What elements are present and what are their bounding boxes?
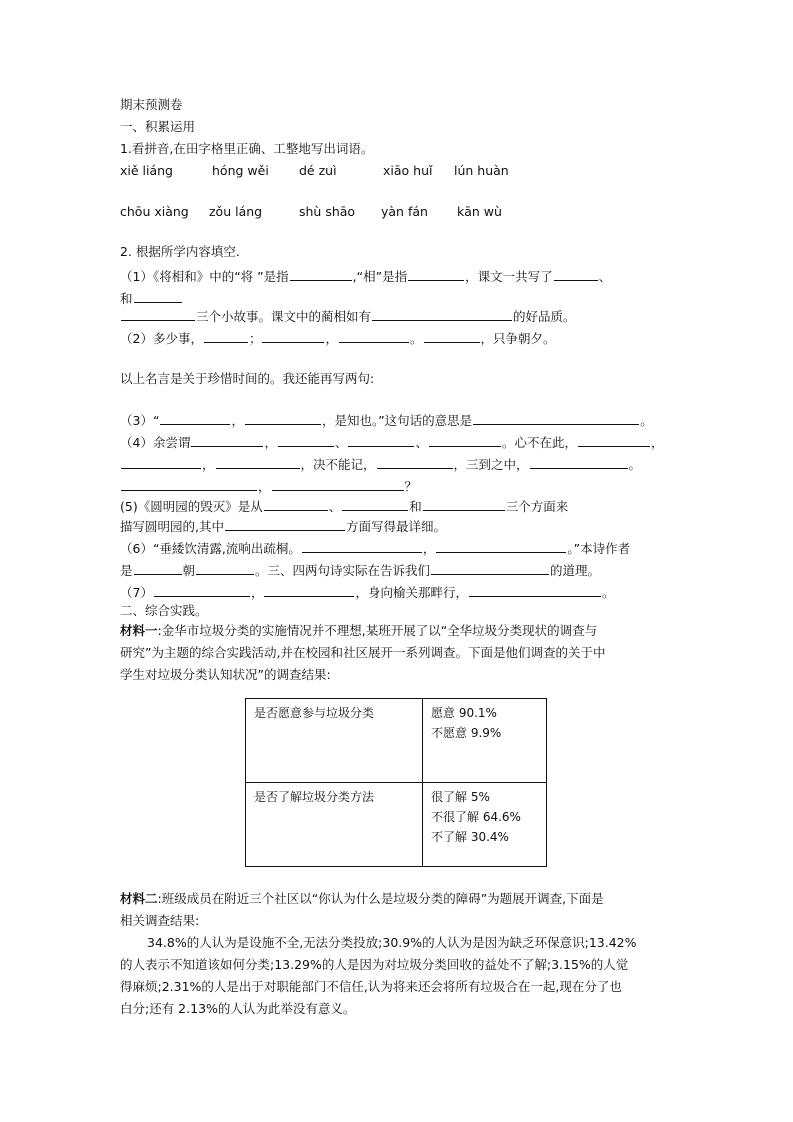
answer-blank[interactable] — [429, 432, 501, 447]
answer-blank[interactable] — [134, 560, 182, 575]
answer-blank[interactable] — [262, 328, 324, 343]
pinyin-item: chōu xiàng — [120, 204, 189, 219]
answer-blank[interactable] — [264, 582, 354, 597]
pinyin-item: zǒu láng — [209, 204, 263, 219]
question-2-5: (5)《圆明园的毁灭》是从 、 和 三个方面来 — [120, 496, 568, 516]
material-1: 材料一:金华市垃圾分类的实施情况并不理想,某班开展了以“全华垃圾分类现状的调查与 研究”为主题的综合实践活动,并在校园和社区展开一系列调查。下面是他们调查的关于中 学生对垃圾分类认知状况”的调查结果: — [120, 623, 606, 682]
question-2-5-cont: 描写圆明园的,其中 方面写得最详细。 — [120, 516, 446, 536]
question-1: 1.看拼音,在田字格里正确、工整地写出词语。 — [120, 141, 374, 156]
pinyin-item: xiāo huǐ — [383, 163, 433, 178]
answer-blank[interactable] — [160, 410, 230, 425]
page-title: 期末预测卷 — [120, 97, 183, 112]
question-2-4-cont: ， ，决不能记， ，三到之中， 。 — [120, 454, 641, 474]
table-cell-question: 是否愿意参与垃圾分类 — [246, 699, 423, 783]
answer-blank[interactable] — [473, 410, 639, 425]
answer-blank[interactable] — [272, 476, 404, 491]
answer-blank[interactable] — [424, 328, 480, 343]
answer-blank[interactable] — [530, 454, 628, 469]
answer-blank[interactable] — [196, 560, 254, 575]
pinyin-item: kān wù — [457, 204, 502, 219]
question-2-1-cont: 和 — [120, 288, 183, 308]
answer-blank[interactable] — [302, 538, 422, 553]
answer-blank[interactable] — [408, 266, 464, 281]
answer-blank[interactable] — [134, 288, 182, 303]
answer-blank[interactable] — [121, 454, 201, 469]
answer-blank[interactable] — [204, 328, 248, 343]
section-2-heading: 二、综合实践。 — [120, 603, 208, 618]
answer-blank[interactable] — [154, 582, 250, 597]
answer-blank[interactable] — [578, 432, 650, 447]
question-2-6: （6）“垂緌饮清露,流响出疏桐。 ， 。”本诗作者 — [120, 538, 630, 558]
table-cell-question: 是否了解垃圾分类方法 — [246, 783, 423, 867]
answer-blank[interactable] — [431, 560, 549, 575]
answer-blank[interactable] — [290, 266, 352, 281]
question-2: 2. 根据所学内容填空. — [120, 244, 240, 259]
material-2: 材料二:班级成员在附近三个社区以“你认为什么是垃圾分类的障碍”为题展开调查,下面是 相关调查结果: 34.8%的人认为是设施不全,无法分类投放;30.9%的人认为是因为缺乏环保意识;13.42% 的人表示不知道该如何分类;13.29%的人是因为对垃圾分类回收的益处不了解;3.15%的人觉 得麻烦;2.31%的人是出于对职能部门不信任,认为将来还会将所有垃圾合在一起,现在分了也 白分;还有 2.13%的人认为此举没有意义。 — [120, 891, 637, 1016]
question-2-4-cont2: ， ？ — [120, 476, 417, 496]
material-2-label: 材料二 — [120, 891, 158, 906]
answer-blank[interactable] — [121, 306, 195, 321]
answer-blank[interactable] — [278, 432, 334, 447]
table-row — [246, 699, 547, 783]
material-1-label: 材料一 — [120, 623, 158, 638]
answer-blank[interactable] — [348, 432, 414, 447]
question-2-3: （3）“ ， ，是知也。”这句话的意思是 。 — [120, 410, 653, 430]
table-row — [246, 783, 547, 867]
answer-blank[interactable] — [372, 306, 512, 321]
question-2-2: （2）多少事， ； ， 。 ，只争朝夕。 — [120, 328, 556, 348]
question-2-6-cont: 是 朝 。三、四两句诗实际在告诉我们 的道理。 — [120, 560, 600, 580]
section-1-heading: 一、积累运用 — [120, 119, 196, 134]
answer-blank[interactable] — [469, 582, 601, 597]
question-2-1-cont2: 三个小故事。课文中的蔺相如有 的好品质。 — [120, 306, 576, 326]
answer-blank[interactable] — [264, 496, 328, 511]
answer-blank[interactable] — [121, 476, 257, 491]
pinyin-item: xiě liáng — [120, 163, 173, 178]
answer-blank[interactable] — [554, 266, 598, 281]
survey-table — [245, 698, 547, 867]
answer-blank[interactable] — [191, 432, 263, 447]
answer-blank[interactable] — [225, 516, 345, 531]
question-2-4: （4）余尝谓 ， 、 、 。心不在此， ， — [120, 432, 664, 452]
pinyin-item: hóng wěi — [212, 163, 269, 178]
note-time-quotes: 以上名言是关于珍惜时间的。我还能再写两句: — [120, 371, 375, 386]
answer-blank[interactable] — [436, 538, 566, 553]
answer-blank[interactable] — [245, 410, 321, 425]
pinyin-item: lún huàn — [454, 163, 509, 178]
question-2-1: （1）《将相和》中的“将 ”是指 ,“相”是指 ，课文一共写了 、 — [120, 266, 611, 286]
question-2-7: （7） ， ，身向榆关那畔行， 。 — [120, 582, 615, 602]
answer-blank[interactable] — [339, 328, 409, 343]
answer-blank[interactable] — [216, 454, 300, 469]
pinyin-item: dé zuì — [299, 163, 337, 178]
pinyin-item: shù shāo — [299, 204, 356, 219]
table-cell-answers: 愿意 90.1% 不愿意 9.9% — [423, 699, 547, 783]
answer-blank[interactable] — [423, 496, 505, 511]
table-cell-answers: 很了解 5% 不很了解 64.6% 不了解 30.4% — [423, 783, 547, 867]
answer-blank[interactable] — [377, 454, 453, 469]
answer-blank[interactable] — [342, 496, 408, 511]
pinyin-item: yàn fán — [381, 204, 428, 219]
